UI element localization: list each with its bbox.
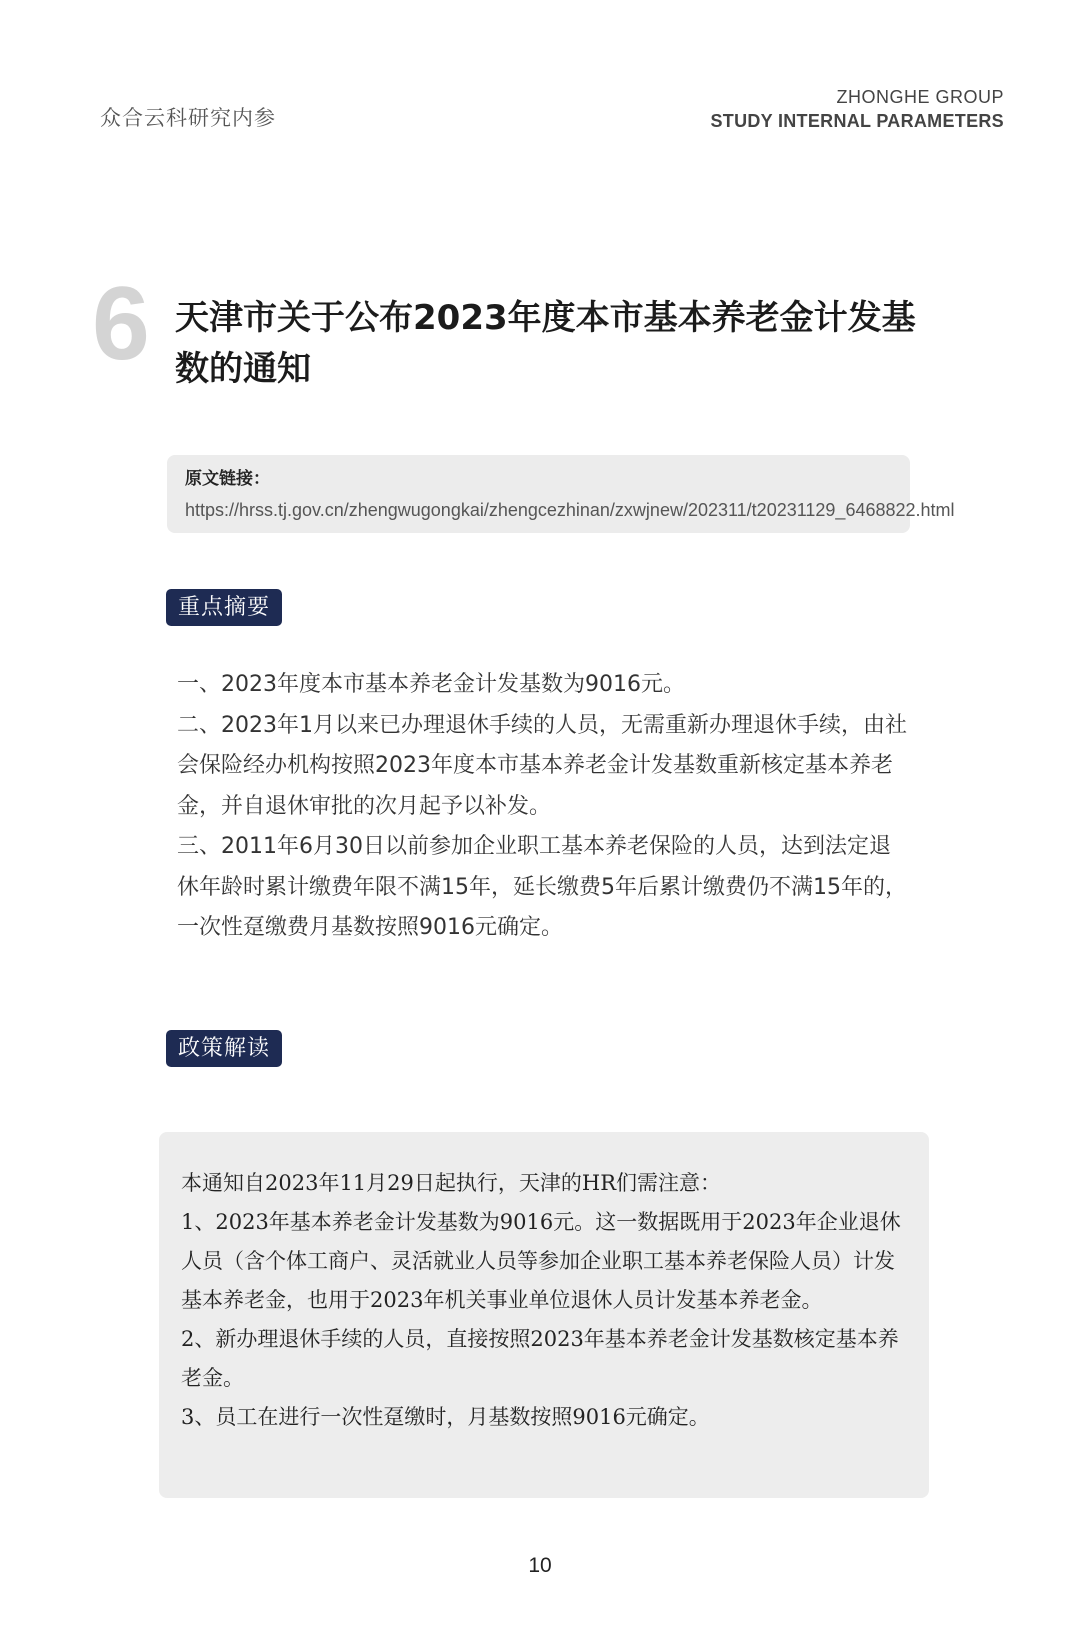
policy-intro: 本通知自2023年11月29日起执行，天津的HR们需注意： xyxy=(181,1171,722,1195)
section-number: 6 xyxy=(92,266,150,382)
policy-item: 3、员工在进行一次性趸缴时，月基数按照9016元确定。 xyxy=(181,1405,710,1429)
policy-item: 1、2023年基本养老金计发基数为9016元。这一数据既用于2023年企业退休人员（含个体工商户、灵活就业人员等参加企业职工基本养老保险人员）计发基本养老金，也用于2023年机关事业单位退休人员计发基本养老金。 xyxy=(181,1210,901,1312)
source-link-url[interactable]: https://hrss.tj.gov.cn/zhengwugongkai/zhengcezhinan/zxwjnew/202311/t20231129_6468822.html xyxy=(185,500,955,520)
article-title: 天津市关于公布2023年度本市基本养老金计发基数的通知 xyxy=(175,298,916,389)
summary-section xyxy=(177,665,909,949)
page-number: 10 xyxy=(528,1554,552,1577)
policy-item: 2、新办理退休手续的人员，直接按照2023年基本养老金计发基数核定基本养老金。 xyxy=(181,1327,899,1390)
publication-name: 众合云科研究内参 xyxy=(100,106,276,130)
header-brand-line1: ZHONGHE GROUP xyxy=(836,87,1004,107)
header-brand xyxy=(710,87,1004,132)
summary-item: 三、2011年6月30日以前参加企业职工基本养老保险的人员，达到法定退休年龄时累计缴费年限不满15年，延长缴费5年后累计缴费仍不满15年的，一次性趸缴费月基数按照9016元确定。 xyxy=(177,834,907,940)
policy-tag: 政策解读 xyxy=(166,1030,282,1067)
source-link-label: 原文链接： xyxy=(185,469,270,489)
summary-tag: 重点摘要 xyxy=(166,589,282,626)
header-brand-line2: STUDY INTERNAL PARAMETERS xyxy=(710,111,1004,131)
summary-item: 一、2023年度本市基本养老金计发基数为9016元。 xyxy=(177,672,685,697)
source-link-box xyxy=(167,455,955,533)
summary-item: 二、2023年1月以来已办理退休手续的人员，无需重新办理退休手续，由社会保险经办机构按照2023年度本市基本养老金计发基数重新核定基本养老金，并自退休审批的次月起予以补发。 xyxy=(177,712,907,819)
policy-interpretation-box xyxy=(159,1132,929,1498)
